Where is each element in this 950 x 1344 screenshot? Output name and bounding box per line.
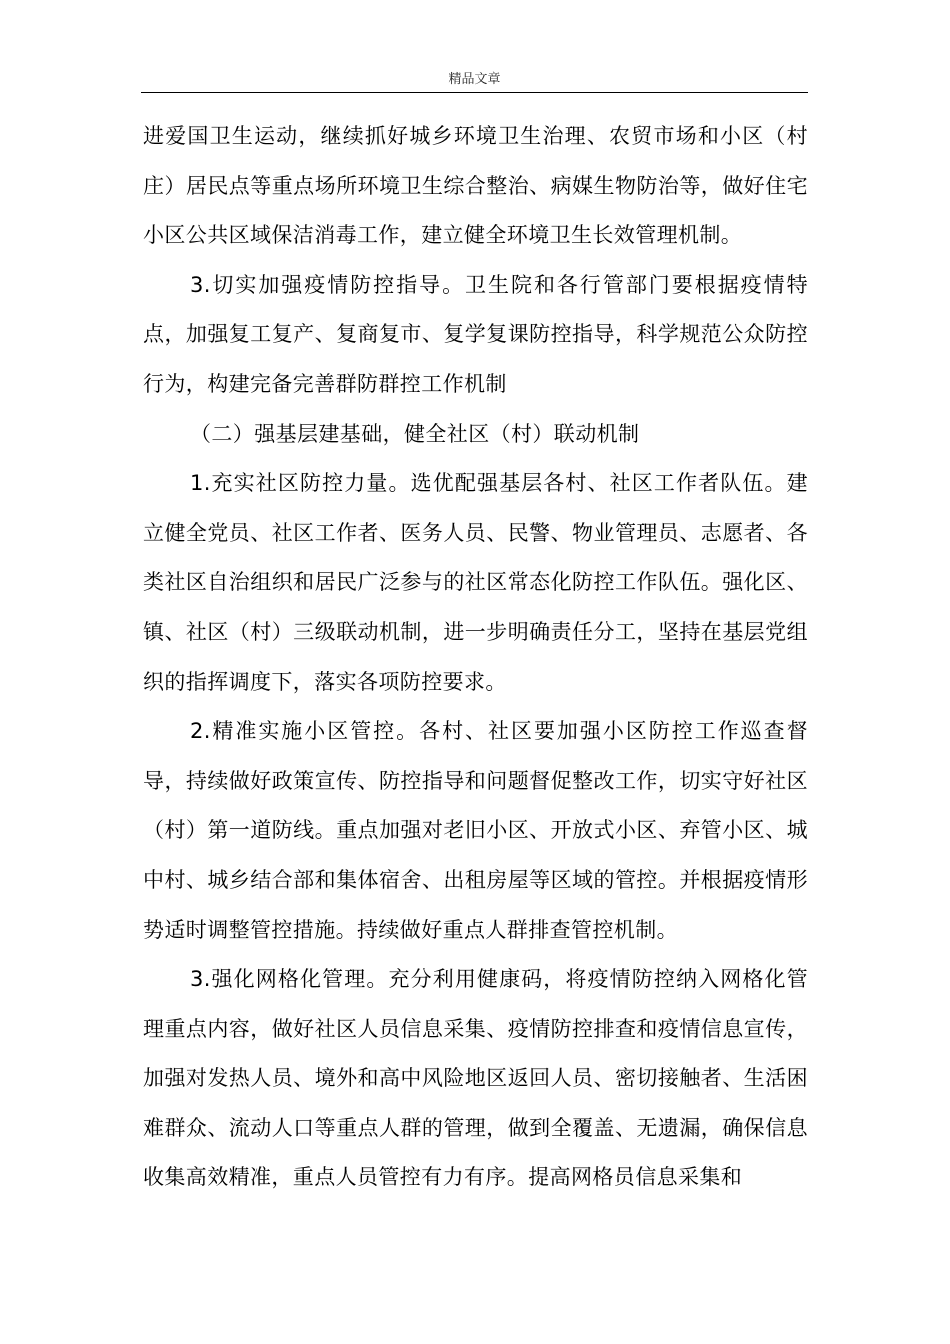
- page-header-title: 精品文章: [448, 72, 501, 87]
- paragraph-item-3-guidance: 3.切实加强疫情防控指导。卫生院和各行管部门要根据疫情特点，加强复工复产、复商复市、复学复课防控指导，科学规范公众防控行为，构建完备完善群防群控工作机制: [143, 272, 808, 396]
- paragraph-continuation: 进爱国卫生运动，继续抓好城乡环境卫生治理、农贸市场和小区（村庄）居民点等重点场所环境卫生综合整治、病媒生物防治等，做好住宅小区公共区域保洁消毒工作，建立健全环境卫生长效管理机制。: [143, 124, 808, 248]
- document-body: [143, 112, 808, 1203]
- header-divider: [141, 92, 808, 93]
- paragraph-item-3-grid: 3.强化网格化管理。充分利用健康码，将疫情防控纳入网格化管理重点内容，做好社区人员信息采集、疫情防控排查和疫情信息宣传，加强对发热人员、境外和高中风险地区返回人员、密切接触者、生活困难群众、流动人口等重点人群的管理，做到全覆盖、无遗漏，确保信息收集高效精准，重点人员管控有力有序。提高网格员信息采集和: [143, 967, 808, 1190]
- section-heading-2: （二）强基层建基础，健全社区（村）联动机制: [190, 421, 640, 446]
- paragraph-item-1-forces: 1.充实社区防控力量。选优配强基层各村、社区工作者队伍。建立健全党员、社区工作者、医务人员、民警、物业管理员、志愿者、各类社区自治组织和居民广泛参与的社区常态化防控工作队伍。强化区、镇、社区（村）三级联动机制，进一步明确责任分工，坚持在基层党组织的指挥调度下，落实各项防控要求。: [143, 471, 808, 694]
- paragraph-item-2-control: 2.精准实施小区管控。各村、社区要加强小区防控工作巡查督导，持续做好政策宣传、防控指导和问题督促整改工作，切实守好社区（村）第一道防线。重点加强对老旧小区、开放式小区、弃管小区、城中村、城乡结合部和集体宿舍、出租房屋等区域的管控。并根据疫情形势适时调整管控措施。持续做好重点人群排查管控机制。: [143, 719, 808, 942]
